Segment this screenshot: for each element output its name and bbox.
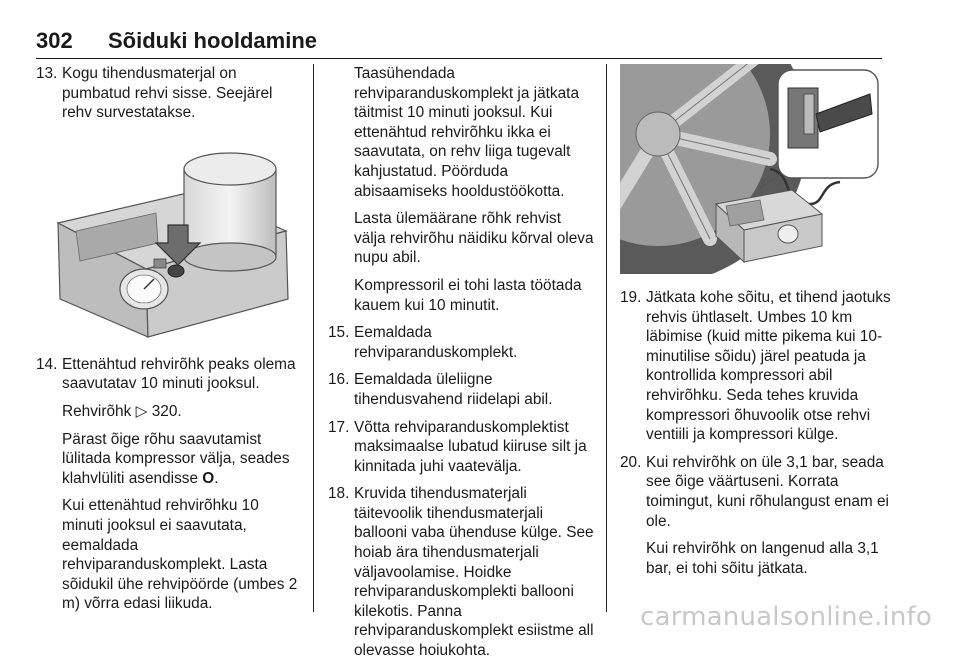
page-number: 302	[36, 28, 73, 53]
reference-text: Rehvirõhk	[62, 402, 132, 420]
paragraph-text: Pärast õige rõhu saavutamist lülitada kompressor välja, seades klahvlüliti asendisse	[62, 430, 290, 487]
page-title: Sõiduki hooldamine	[108, 28, 318, 53]
step-number: 14.	[36, 355, 58, 373]
column-middle	[328, 64, 594, 669]
step-20-paragraph-2: Kui rehvirõhk on langenud alla 3,1 bar, ei tohi sõitu jätkata.	[646, 540, 879, 577]
step-text: Kui rehvirõhk on üle 3,1 bar, seada see õige väärtuseni. Korrata toimingut, kuni rõhulangust enam ei ole.	[646, 453, 889, 530]
step-18	[328, 484, 594, 660]
page-header	[36, 24, 882, 59]
step-number: 16.	[328, 371, 350, 389]
step-20	[620, 453, 896, 579]
step-text: Eemaldada üleliigne tihendusvahend riidelapi abil.	[354, 371, 553, 408]
step-16	[328, 370, 594, 409]
step-text: Eemaldada rehviparanduskomplekt.	[354, 324, 518, 361]
step-13	[36, 64, 300, 123]
step-15	[328, 323, 594, 362]
paragraph-punct: .	[214, 469, 219, 487]
step-14	[36, 355, 300, 614]
step-text: Võtta rehviparanduskomplektist maksimaalse lubatud kiiruse silt ja kinnitada juhi vaatevälja.	[354, 418, 587, 475]
watermark: carmanualsonline.info	[640, 602, 932, 632]
step-number: 18.	[328, 485, 350, 503]
step-17	[328, 418, 594, 477]
step-14-paragraph-3: Kui ettenähtud rehvirõhku 10 minuti jooksul ei saavutata, eemaldada rehviparanduskomplekt. Lasta sõidukil ühe rehvipöörde (umbes 2 m) võrra edasi liikuda.	[62, 497, 298, 613]
reference-arrow-icon: ▷	[135, 402, 148, 420]
step-number: 17.	[328, 418, 350, 436]
step-19	[620, 288, 896, 445]
step-text: Kogu tihendusmaterjal on pumbatud rehvi sisse. Seejärel rehv survestatakse.	[62, 65, 273, 122]
wheel-compressor-illustration	[620, 64, 884, 274]
column-left	[36, 64, 300, 622]
column-divider	[313, 64, 314, 612]
reference-page-link[interactable]: 320.	[151, 402, 182, 420]
paragraph-3: Kompressoril ei tohi lasta töötada kauem kui 10 minutit.	[354, 276, 582, 314]
step-14-paragraph-2	[62, 430, 300, 489]
step-text: Jätkata kohe sõitu, et tihend jaotuks rehvis ühtlaselt. Umbes 10 km läbimise (kuid mitte pikema kui 10-minutilise sõidu) järel peatuda ja kontrollida kompressori abil rehvirõhku. Seda tehes kruvida kompressori õhuvoolik otse rehvi ventiili ja kompressori külge.	[646, 289, 891, 444]
step-number: 15.	[328, 324, 350, 342]
reference-line	[62, 402, 300, 422]
paragraph-2: Lasta ülemäärane rõhk rehvist välja rehvirõhu näidiku kõrval oleva nupu abil.	[354, 210, 594, 267]
step-number: 19.	[620, 289, 642, 306]
compressor-illustration	[36, 131, 298, 341]
step-number: 13.	[36, 65, 58, 82]
step-text: Kruvida tihendusmaterjali täitevoolik tihendusmaterjali ballooni vaba ühenduse külge. See hoiab ära tihendusmaterjali väljavoolamise. Hoidke rehviparanduskomplekti ballooni kilekotis. Panna rehviparanduskomplekt esiistme all olevasse hoiukohta.	[354, 485, 594, 660]
switch-position: O	[202, 469, 215, 487]
column-right	[620, 64, 896, 586]
paragraph-1: Taasühendada rehviparanduskomplekt ja jätkata täitmist 10 minuti jooksul. Kui ettenähtud rehvirõhku ikka ei saavutata, on rehv liiga tugevalt kahjustatud. Pöörduda abisaamiseks hooldustöökotta.	[354, 65, 579, 200]
column-divider	[606, 64, 607, 612]
step-text: Ettenähtud rehvirõhk peaks olema saavutatav 10 minuti jooksul.	[62, 355, 296, 393]
step-number: 20.	[620, 453, 642, 471]
